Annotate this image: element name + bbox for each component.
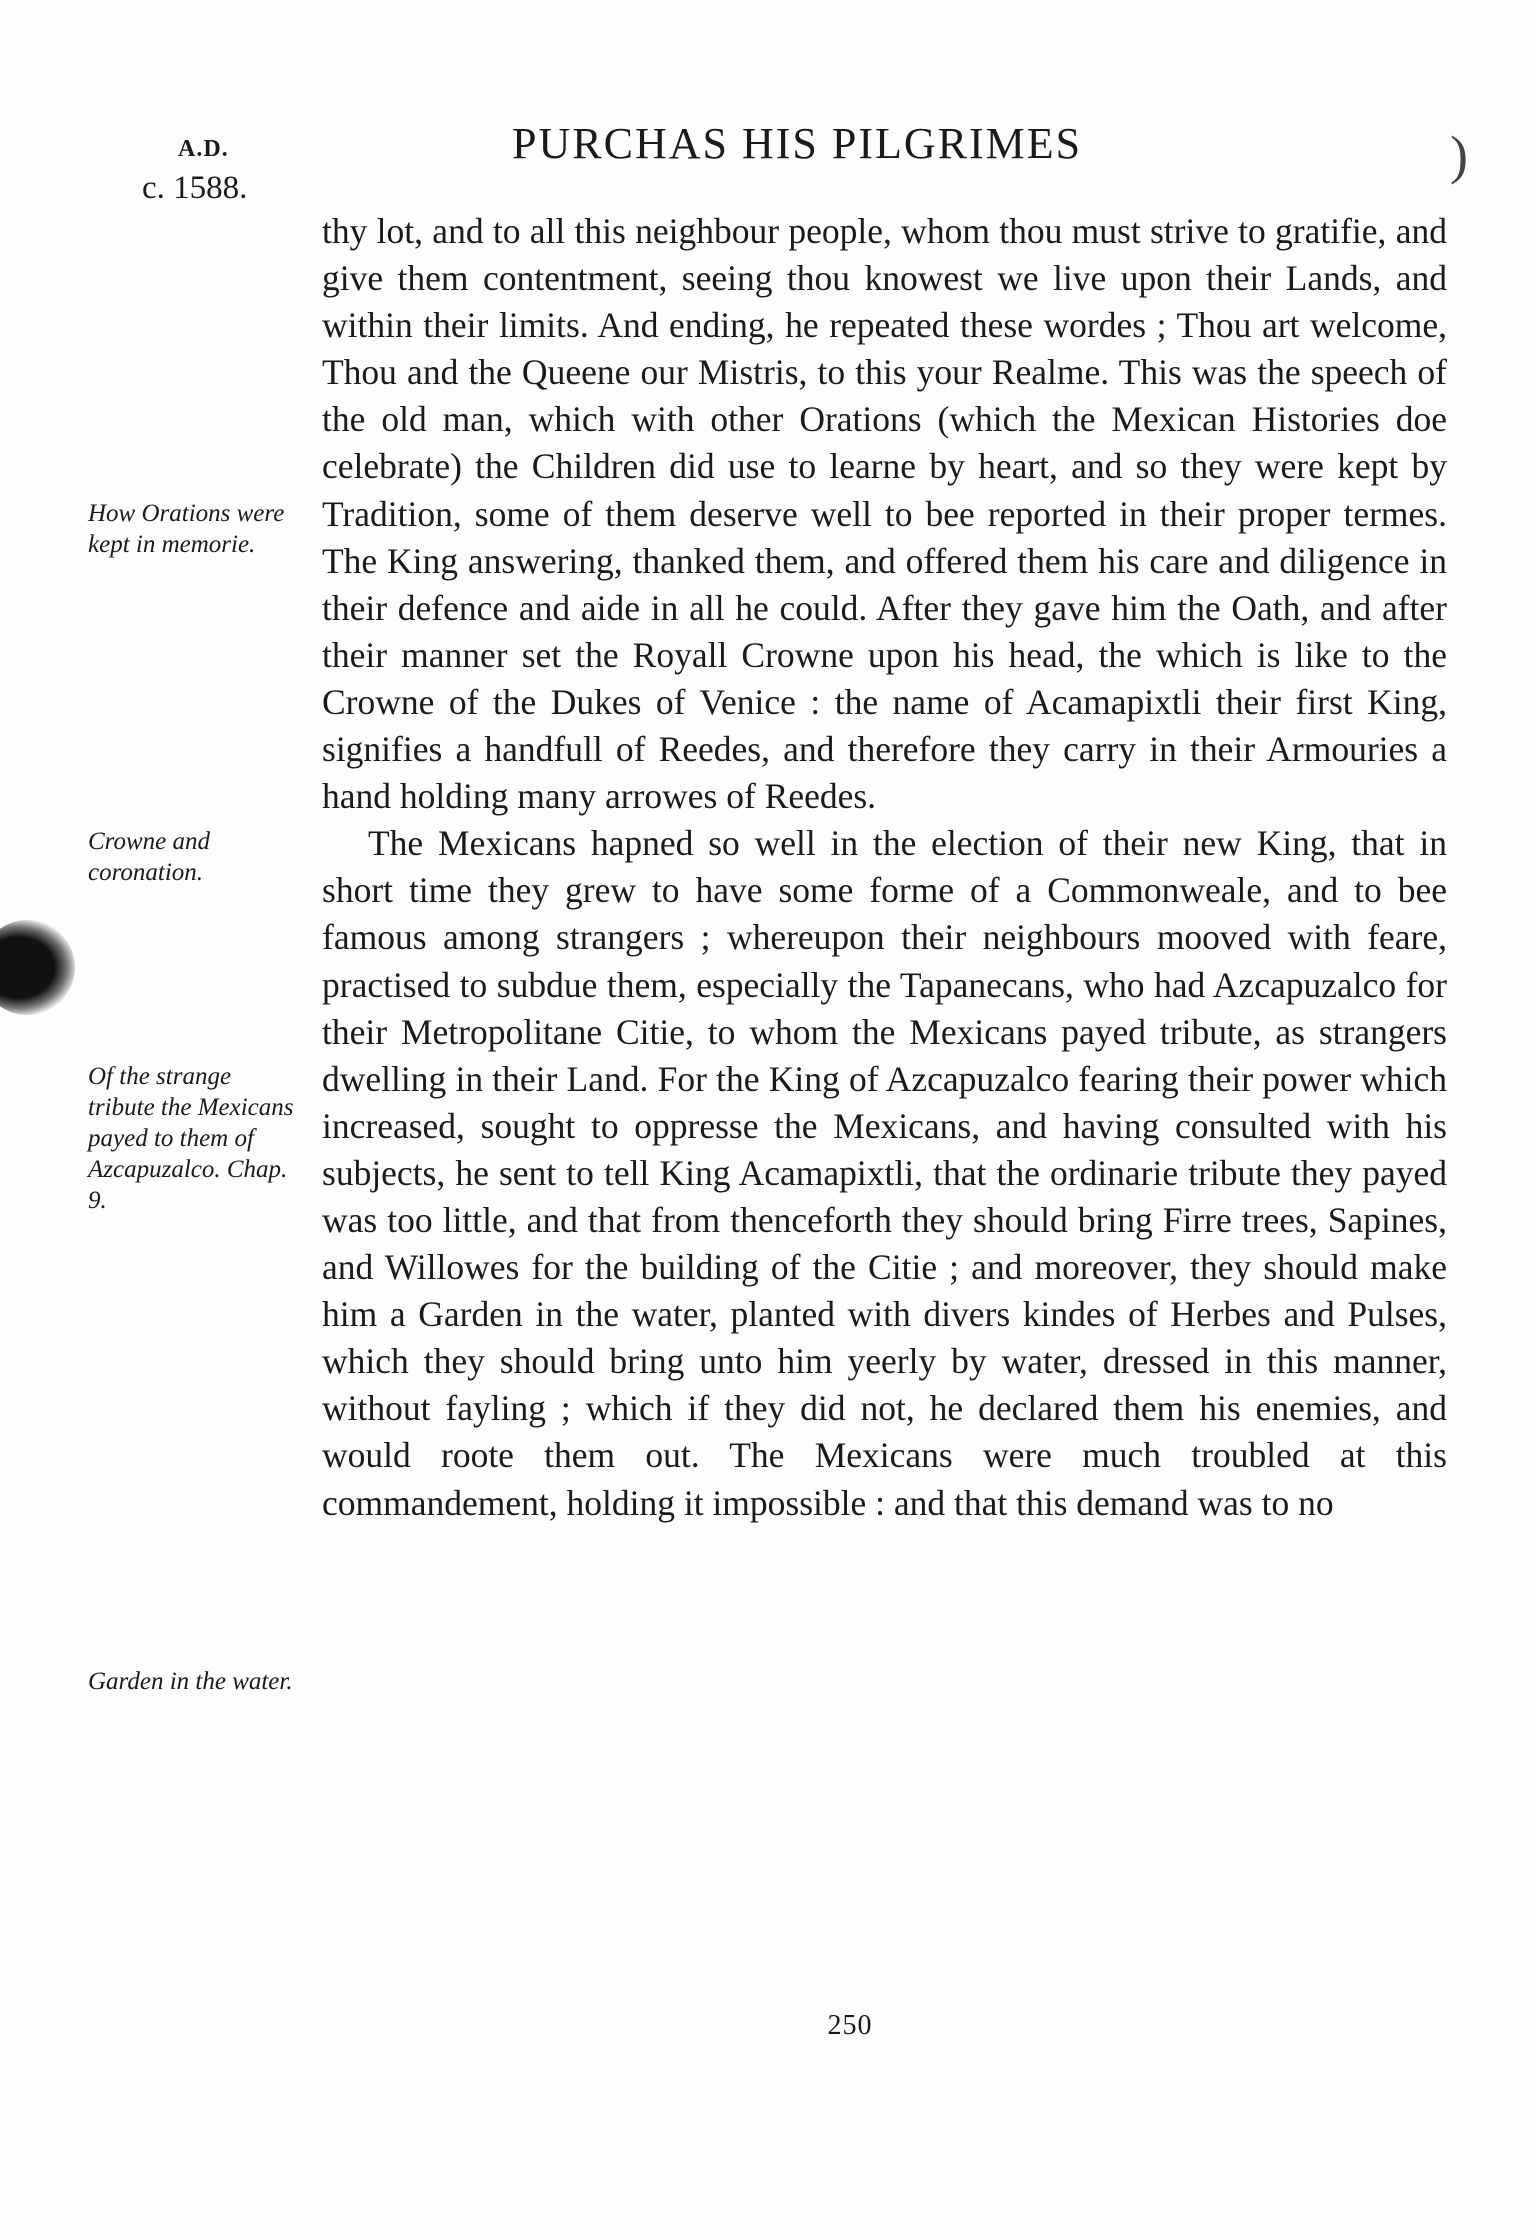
margin-note-tribute: Of the strange tribute the Mexicans payed to them of Azcapuzalco. Chap. 9. — [88, 1063, 294, 1214]
margin-note-garden: Garden in the water. — [88, 1668, 293, 1695]
paragraph: thy lot, and to all this neighbour people, whom thou must strive to gratifie, and give them contentment, seeing thou knowest we live upon their Lands, and within their limits. And ending, he repeated these wordes ; Thou art welcome, Thou and the Queene our Mistris, to this your Realme. This was the speech of the old man, which with other Orations (which the Mexican Histories doe celebrate) the Children did use to learne by heart, and so they were kept by Tradition, some of them deserve well to bee reported in their proper termes. The King answering, thanked them, and offered them his care and diligence in their defence and aide in all he could. After they gave him the Oath, and after their manner set the Royall Crowne upon his head, the which is like to the Crowne of the Dukes of Venice : the name of Acamapixtli their first King, signifies a handfull of Reedes, and therefore they carry in their Armouries a hand holding many arrowes of Reedes. — [322, 211, 1447, 817]
scan-edge-smudge — [0, 920, 75, 1015]
body-text — [322, 208, 1447, 1527]
margin-note-orations: How Orations were kept in memorie. — [88, 500, 285, 558]
page-number: 250 — [827, 2010, 873, 2041]
era-label: A.D. — [178, 136, 229, 162]
year-label: c. 1588. — [142, 170, 248, 206]
scan-mark: ) — [1450, 125, 1468, 185]
margin-note-crowne: Crowne and coronation. — [88, 828, 210, 886]
page-title: PURCHAS HIS PILGRIMES — [512, 119, 1083, 168]
paragraph: The Mexicans hapned so well in the election of their new King, that in short time they grew to have some forme of a Commonweale, and to bee famous among strangers ; whereupon their neighbours mooved with feare, practised to subdue them, especially the Tapanecans, who had Azcapuzalco for their Metropolitane Citie, to whom the Mexicans payed tribute, as strangers dwelling in their Land. For the King of Azcapuzalco fearing their power which increased, sought to oppresse the Mexicans, and having consulted with his subjects, he sent to tell King Acamapixtli, that the ordinarie tribute they payed was too little, and that from thenceforth they should bring Firre trees, Sapines, and Willowes for the building of the Citie ; and moreover, they should make him a Garden in the water, planted with divers kindes of Herbes and Pulses, which they should bring unto him yeerly by water, dressed in this manner, without fayling ; which if they did not, he declared them his enemies, and would roote them out. The Mexicans were much troubled at this commandement, holding it impossible : and that this demand was to no — [322, 823, 1447, 1523]
